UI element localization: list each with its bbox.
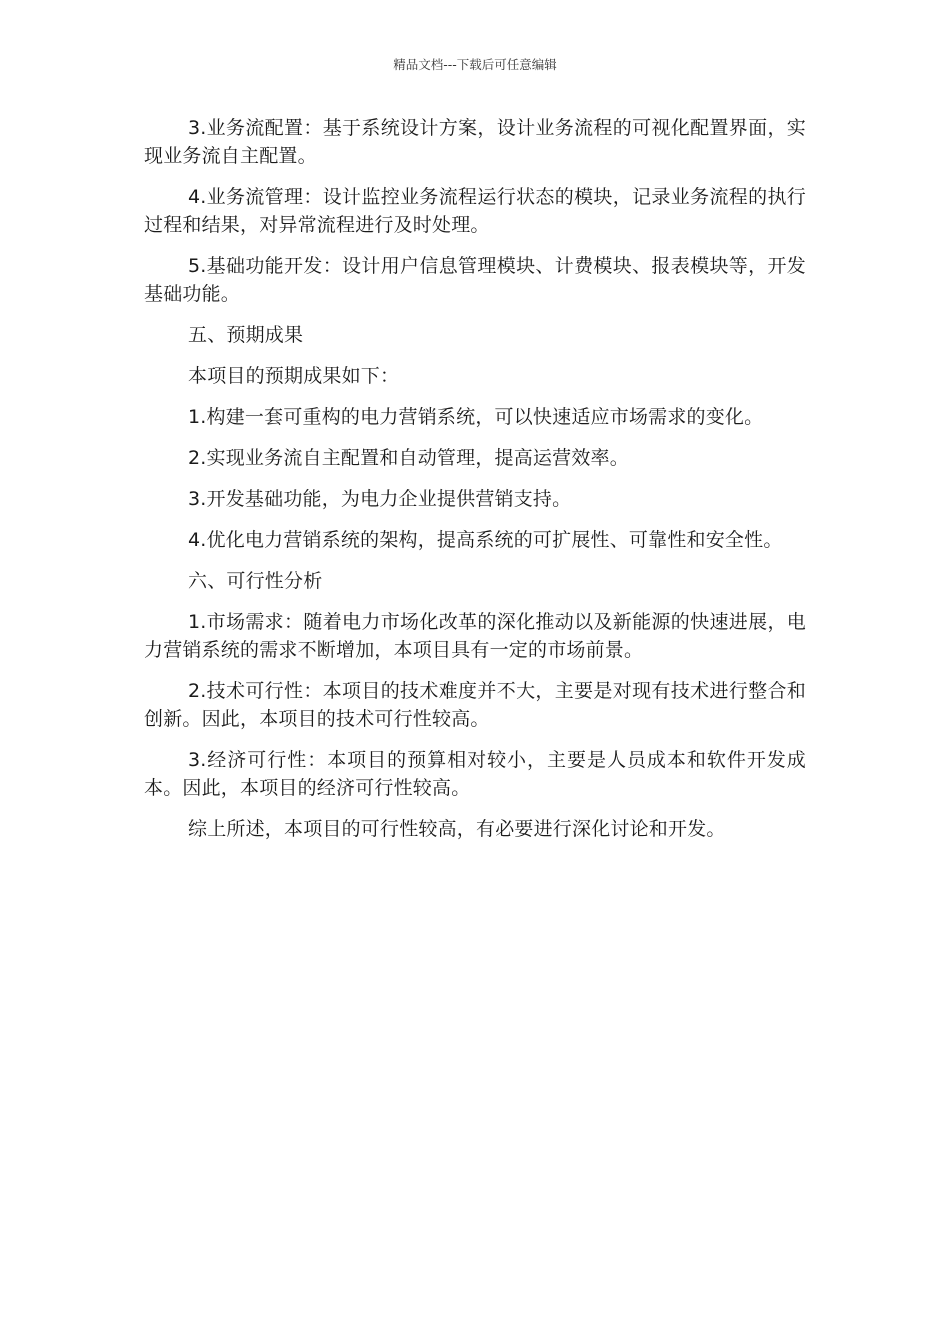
paragraph-result-3: 3.开发基础功能，为电力企业提供营销支持。 <box>188 488 572 510</box>
paragraph-result-2: 2.实现业务流自主配置和自动管理，提高运营效率。 <box>188 447 629 469</box>
paragraph-result-4: 4.优化电力营销系统的架构，提高系统的可扩展性、可靠性和安全性。 <box>188 529 783 551</box>
paragraph-business-flow-management: 4.业务流管理：设计监控业务流程运行状态的模块，记录业务流程的执行过程和结果，对异常流程进行及时处理。 <box>144 186 806 236</box>
document-body <box>144 114 806 856</box>
paragraph-market-demand: 1.市场需求：随着电力市场化改革的深化推动以及新能源的快速进展，电力营销系统的需求不断增加，本项目具有一定的市场前景。 <box>144 611 806 661</box>
paragraph-basic-function-dev: 5.基础功能开发：设计用户信息管理模块、计费模块、报表模块等，开发基础功能。 <box>144 255 806 305</box>
paragraph-conclusion: 综上所述，本项目的可行性较高，有必要进行深化讨论和开发。 <box>188 818 726 840</box>
paragraph-economic-feasibility: 3.经济可行性：本项目的预算相对较小，主要是人员成本和软件开发成本。因此，本项目的经济可行性较高。 <box>144 749 806 799</box>
paragraph-expected-results-intro: 本项目的预期成果如下： <box>188 365 400 387</box>
paragraph-technical-feasibility: 2.技术可行性：本项目的技术难度并不大，主要是对现有技术进行整合和创新。因此，本项目的技术可行性较高。 <box>144 680 806 730</box>
paragraph-result-1: 1.构建一套可重构的电力营销系统，可以快速适应市场需求的变化。 <box>188 406 764 428</box>
page-header: 精品文档---下载后可任意编辑 <box>393 57 557 72</box>
paragraph-business-flow-config: 3.业务流配置：基于系统设计方案，设计业务流程的可视化配置界面，实现业务流自主配置。 <box>144 117 806 167</box>
section-heading-feasibility: 六、可行性分析 <box>188 570 323 592</box>
section-heading-expected-results: 五、预期成果 <box>188 324 304 346</box>
